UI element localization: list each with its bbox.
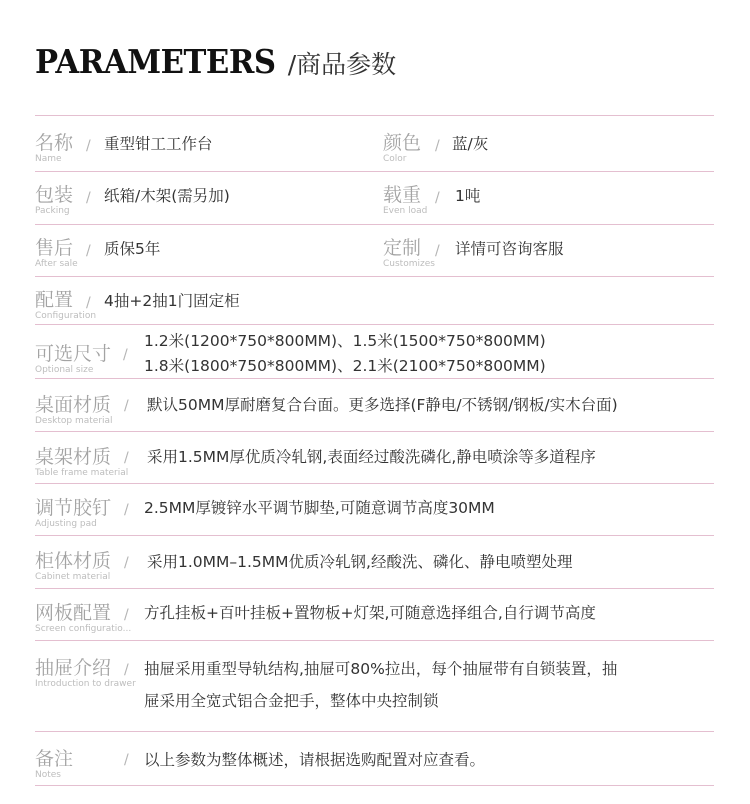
- title-main: PARAMETERS: [35, 42, 276, 81]
- divider: [35, 535, 714, 536]
- label-packing: 包装 Packing: [35, 184, 74, 216]
- title-sub: /商品参数: [287, 50, 397, 79]
- value-drawer-introduction-line1: 抽屉采用重型导轨结构,抽屉可80%拉出，每个抽屉带有自锁装置，抽: [144, 660, 618, 678]
- label-notes: 备注 Notes: [35, 748, 74, 780]
- value-cabinet-material: 采用1.0MM–1.5MM优质冷轧钢,经酸洗、磷化、静电喷塑处理: [147, 553, 573, 571]
- label-name: 名称 Name: [35, 132, 74, 164]
- value-packing: 纸箱/木架(需另加): [104, 187, 230, 205]
- divider: [35, 378, 714, 379]
- label-load: 载重 Even load: [383, 184, 428, 216]
- separator: /: [124, 555, 129, 571]
- value-load: 1吨: [455, 187, 481, 205]
- page-title: [35, 42, 396, 81]
- label-table-frame-material: 桌架材质 Table frame material: [35, 446, 129, 478]
- value-optional-size-line2: 1.8米(1800*750*800MM)、2.1米(2100*750*800MM): [144, 357, 546, 375]
- divider: [35, 431, 714, 432]
- separator: /: [124, 398, 129, 414]
- separator: /: [86, 243, 91, 259]
- separator: /: [124, 752, 129, 768]
- label-desktop-material: 桌面材质 Desktop material: [35, 394, 113, 426]
- value-screen-configuration: 方孔挂板+百叶挂板+置物板+灯架,可随意选择组合,自行调节高度: [144, 604, 596, 622]
- separator: /: [124, 502, 129, 518]
- divider: [35, 640, 714, 641]
- separator: /: [435, 138, 440, 154]
- value-adjusting-pad: 2.5MM厚镀锌水平调节脚垫,可随意调节高度30MM: [144, 499, 495, 517]
- separator: /: [435, 243, 440, 259]
- separator: /: [124, 662, 129, 678]
- value-configuration: 4抽+2抽1门固定柜: [104, 292, 240, 310]
- divider: [35, 324, 714, 325]
- value-drawer-introduction-line2: 屉采用全宽式铝合金把手，整体中央控制锁: [144, 692, 439, 710]
- divider: [35, 115, 714, 116]
- value-notes: 以上参数为整体概述，请根据选购配置对应查看。: [144, 751, 486, 769]
- label-configuration: 配置 Configuration: [35, 289, 97, 321]
- label-adjusting-pad: 调节胶钉 Adjusting pad: [35, 497, 112, 529]
- value-after-sale: 质保5年: [104, 240, 161, 258]
- value-customize: 详情可咨询客服: [455, 240, 564, 258]
- divider: [35, 224, 714, 225]
- divider: [35, 588, 714, 589]
- separator: /: [123, 347, 128, 363]
- label-after-sale: 售后 After sale: [35, 237, 78, 269]
- divider: [35, 276, 714, 277]
- separator: /: [86, 138, 91, 154]
- label-optional-size: 可选尺寸 Optional size: [35, 343, 112, 375]
- divider: [35, 171, 714, 172]
- value-name: 重型钳工工作台: [104, 135, 213, 153]
- separator: /: [435, 190, 440, 206]
- label-color: 颜色 Color: [383, 132, 422, 164]
- label-screen-configuration: 网板配置 Screen configuratio...: [35, 602, 132, 634]
- value-table-frame-material: 采用1.5MM厚优质冷轧钢,表面经过酸洗磷化,静电喷涂等多道程序: [147, 448, 596, 466]
- separator: /: [86, 190, 91, 206]
- value-desktop-material: 默认50MM厚耐磨复合台面。更多选择(F静电/不锈钢/钢板/实木台面): [147, 396, 618, 414]
- divider: [35, 483, 714, 484]
- separator: /: [124, 450, 129, 466]
- value-color: 蓝/灰: [452, 135, 489, 153]
- value-optional-size-line1: 1.2米(1200*750*800MM)、1.5米(1500*750*800MM): [144, 332, 546, 350]
- label-drawer-introduction: 抽屉介绍 Introduction to drawer: [35, 657, 136, 689]
- label-cabinet-material: 柜体材质 Cabinet material: [35, 550, 112, 582]
- divider: [35, 731, 714, 732]
- separator: /: [124, 607, 129, 623]
- label-customize: 定制 Customizes: [383, 237, 435, 269]
- divider: [35, 785, 714, 786]
- separator: /: [86, 295, 91, 311]
